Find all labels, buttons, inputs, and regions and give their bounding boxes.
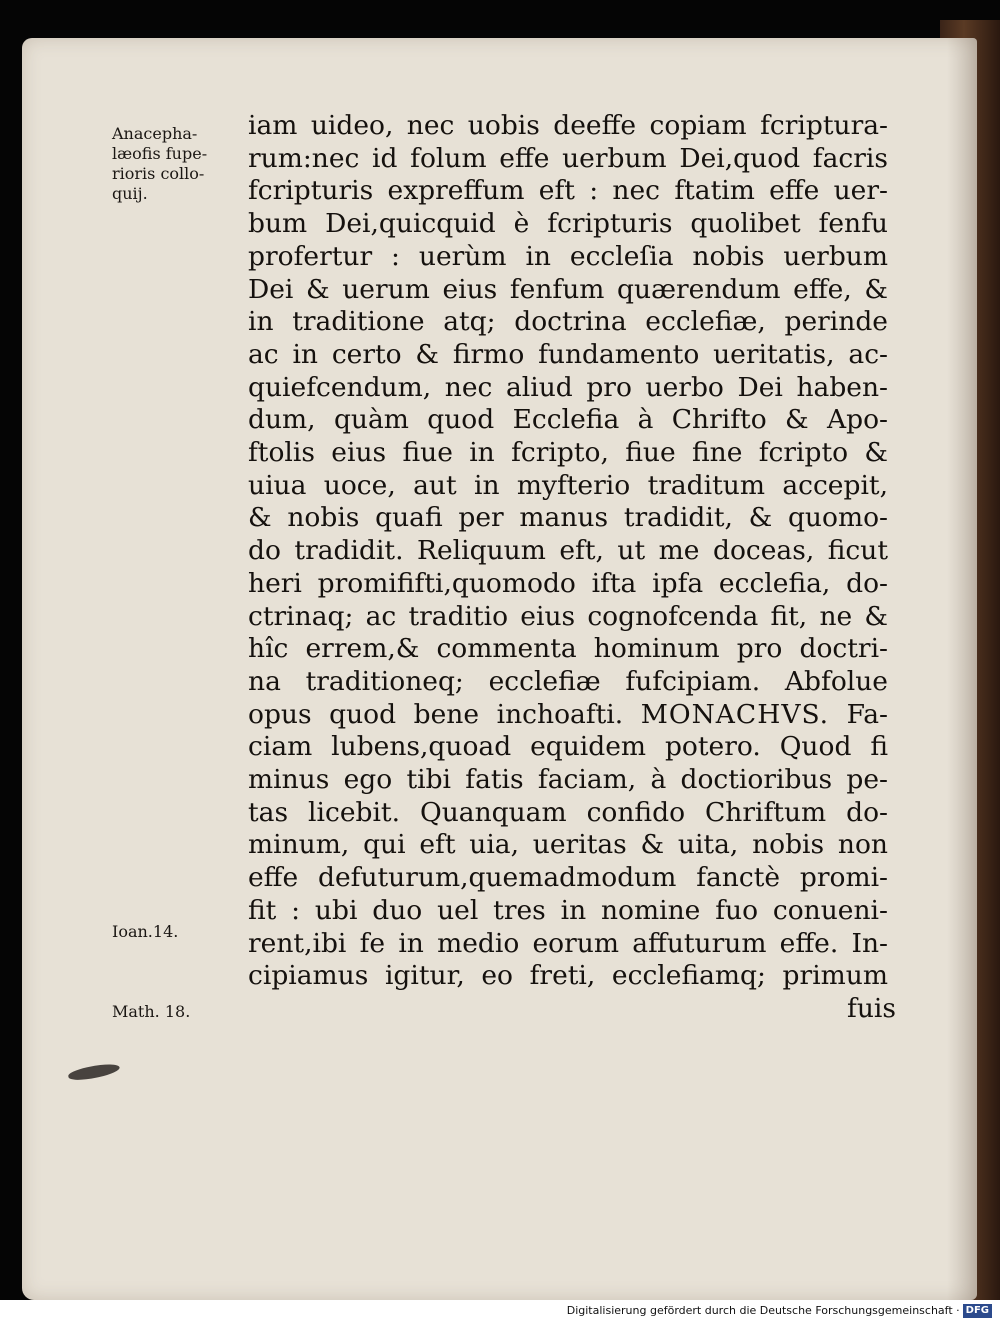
text-line: cipiamus igitur, eo freti, ecclefiamq; primum	[248, 960, 888, 992]
text-line: quiefcendum, nec aliud pro uerbo Dei haben-	[248, 371, 888, 403]
speaker-name: MONACHVS.	[640, 698, 830, 730]
text-line-with-speaker	[248, 699, 888, 732]
margin-note-anacephalaeosis	[112, 124, 207, 204]
margin-note-line: quij.	[112, 184, 148, 203]
text-line: fcripturis expreffum eft : nec ftatim effe uer-	[248, 175, 888, 207]
text-line: rent,ibi fe in medio eorum affuturum effe. In-	[248, 927, 888, 959]
text-line: profertur : uerùm in eccleſia nobis uerbum	[248, 240, 888, 272]
margin-note-math: Math. 18.	[112, 1002, 191, 1021]
margin-note-line: Anacepha-	[112, 124, 198, 143]
text-line: effe defuturum,quemadmodum fanctè promi-	[248, 862, 888, 894]
margin-note-ioan: Ioan.14.	[112, 922, 179, 941]
margin-note-line: rioris collo-	[112, 164, 205, 183]
text-line: do tradidit. Reliquum eft, ut me doceas, ficut	[248, 535, 888, 567]
catchword: fuis	[847, 992, 896, 1024]
text-fragment: opus quod bene inchoafti.	[248, 698, 641, 730]
text-line: ftolis eius fiue in fcripto, fiue fine fcripto &	[248, 437, 888, 469]
text-fragment: Fa-	[829, 698, 888, 730]
text-line: tas licebit. Quanquam confido Chriftum do-	[248, 796, 888, 828]
text-line: Dei & uerum eius fenfum quærendum effe, &	[248, 273, 888, 305]
text-line: dum, quàm quod Ecclefia à Chrifto & Apo-	[248, 404, 888, 436]
text-line: uiua uoce, aut in myfterio traditum accepit,	[248, 469, 888, 501]
footer-credit: Digitalisierung gefördert durch die Deutsche Forschungsgemeinschaft ·	[566, 1304, 960, 1317]
main-text-block	[248, 110, 908, 1026]
text-line: rum:nec id folum effe uerbum Dei,quod facris	[248, 142, 888, 174]
dfg-logo: DFG	[963, 1304, 992, 1318]
text-line: & nobis quafi per manus tradidit, & quomo-	[248, 502, 888, 534]
text-line: fit : ubi duo uel tres in nomine fuo conueni-	[248, 894, 888, 926]
digitization-footer	[0, 1300, 1000, 1322]
text-line: ctrinaq; ac traditio eius cognofcenda fit, ne &	[248, 600, 888, 632]
text-line: bum Dei,quicquid è fcripturis quolibet fenfu	[248, 208, 888, 240]
text-line: minum, qui eft uia, ueritas & uita, nobis non	[248, 829, 888, 861]
text-line: minus ego tibi fatis faciam, à doctioribus pe-	[248, 764, 888, 796]
text-line: in traditione atq; doctrina ecclefiæ, perinde	[248, 306, 888, 338]
text-line: ac in certo & firmo fundamento ueritatis, ac-	[248, 338, 888, 370]
text-line: heri promififti,quomodo ifta ipfa ecclefia, do-	[248, 567, 888, 599]
margin-note-line: læofis fupe-	[112, 144, 208, 163]
text-line: iam uideo, nec uobis deeffe copiam fcriptura-	[248, 110, 888, 141]
text-line: hîc errem,& commenta hominum pro doctri-	[248, 633, 888, 665]
text-line: na traditioneq; ecclefiæ fufcipiam. Abfolue	[248, 665, 888, 697]
text-line: ciam lubens,quoad equidem potero. Quod fi	[248, 731, 888, 763]
